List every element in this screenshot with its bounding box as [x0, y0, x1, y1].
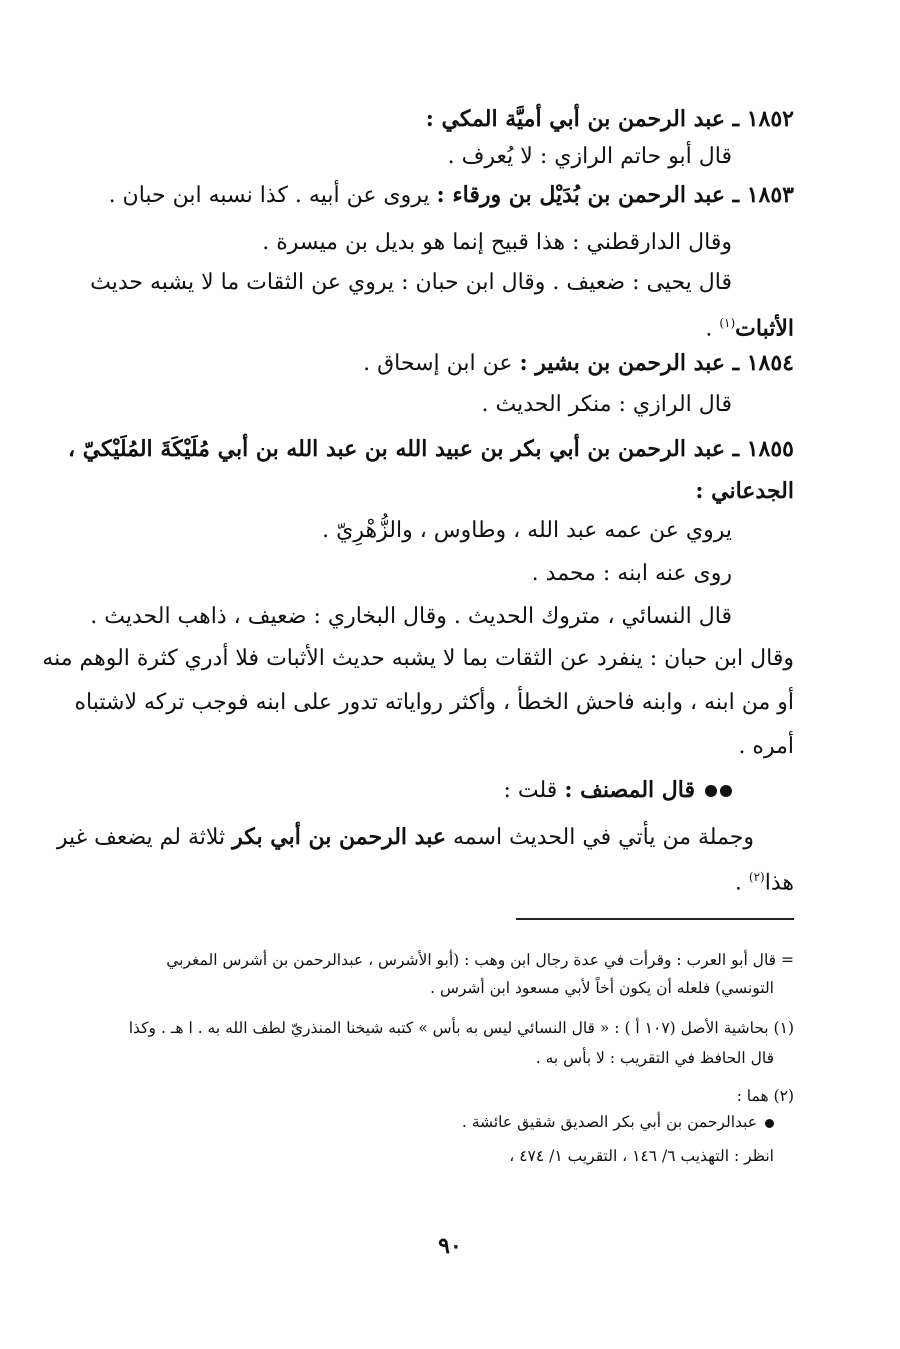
page-number: ٩٠ — [438, 1233, 462, 1259]
entry-1854-heading: ١٨٥٤ ـ عبد الرحمن بن بشير : عن ابن إسحاق . — [363, 350, 794, 376]
footnote-continuation: = قال أبو العرب : وقرأت في عدة رجال ابن وهب : (أبو الأشرس ، عبدالرحمن بن أشرس المغربي — [166, 951, 794, 969]
entry-name: عبد الرحمن بن أبي بكر بن عبيد الله بن عبد الله بن أبي مُلَيْكَةَ المُلَيْكيّ ، — [67, 436, 725, 462]
author-note-line: هذا$^{(٢)}$ . — [734, 870, 794, 896]
footnote-separator — [516, 918, 794, 920]
entry-name: عبد الرحمن بن بشير : — [519, 350, 725, 376]
bullet-icon — [720, 785, 732, 797]
bullet-icon — [765, 1119, 774, 1128]
entry-name: عبد الرحمن بن بُدَيْل بن ورقاء : — [436, 182, 725, 208]
footnote-continuation: التونسي) فلعله أن يكون أخاً لأبي مسعود ابن أشرس . — [430, 979, 774, 997]
entry-1855-line: وقال ابن حبان : ينفرد عن الثقات بما لا يشبه حديث الأثبات فلا أدري كثرة الوهم منه — [42, 646, 794, 671]
footnote-2: انظر : التهذيب ٦/ ١٤٦ ، التقريب ١/ ٤٧٤ ، — [509, 1147, 774, 1165]
entry-text: يروى عن أبيه . كذا نسبه ابن حبان . — [108, 183, 430, 208]
entry-1853-line: وقال الدارقطني : هذا قبيح إنما هو بديل بن ميسرة . — [262, 230, 732, 255]
entry-text: عن ابن إسحاق . — [363, 351, 513, 376]
entry-1855-heading: ١٨٥٥ ـ عبد الرحمن بن أبي بكر بن عبيد الله بن عبد الله بن أبي مُلَيْكَةَ المُلَيْكيّ ، — [67, 436, 794, 462]
entry-name: عبد الرحمن بن أبي أميَّة المكي : — [425, 106, 725, 132]
entry-1853-heading: ١٨٥٣ ـ عبد الرحمن بن بُدَيْل بن ورقاء : يروى عن أبيه . كذا نسبه ابن حبان . — [108, 182, 794, 208]
entry-1853-line: قال يحيى : ضعيف . وقال ابن حبان : يروي عن الثقات ما لا يشبه حديث — [90, 270, 732, 295]
footnote-2: عبدالرحمن بن أبي بكر الصديق شقيق عائشة . — [462, 1110, 774, 1134]
entry-1855-heading-cont: الجدعاني : — [695, 478, 794, 504]
entry-number: ١٨٥٥ — [746, 436, 794, 462]
author-note-label: قال المصنف : — [564, 777, 695, 803]
entry-number: ١٨٥٤ — [746, 350, 794, 376]
footnote-1: قال الحافظ في التقريب : لا بأس به . — [535, 1049, 774, 1067]
author-note-line: وجملة من يأتي في الحديث اسمه عبد الرحمن بن أبي بكر ثلاثة لم يضعف غير — [56, 824, 754, 850]
bullet-icon — [705, 785, 717, 797]
footnote-2: (٢) هما : — [736, 1087, 794, 1105]
entry-1855-line: أو من ابنه ، وابنه فاحش الخطأ ، وأكثر رواياته تدور على ابنه فوجب تركه لاشتباه — [74, 690, 794, 715]
footnote-ref: (٢) — [748, 870, 765, 884]
entry-number: ١٨٥٢ — [746, 106, 794, 132]
footnote-ref: (١) — [719, 316, 736, 330]
entry-1853-line: الأثبات$^{(١)}$ . — [705, 315, 794, 342]
entry-number: ١٨٥٣ — [746, 182, 794, 208]
entry-1854-line: قال الرازي : منكر الحديث . — [481, 392, 732, 417]
footnote-1: (١) بحاشية الأصل (١٠٧ أ ) : « قال النسائي ليس به بأس » كتبه شيخنا المنذريّ لطف الله به . ا هـ . وكذا — [128, 1019, 794, 1037]
entry-1855-line: أمره . — [738, 734, 794, 759]
entry-1855-line: يروي عن عمه عبد الله ، وطاوس ، والزُّهْرِيّ . — [322, 518, 732, 543]
entry-1852-line: قال أبو حاتم الرازي : لا يُعرف . — [447, 144, 732, 169]
entry-1855-line: قال النسائي ، متروك الحديث . وقال البخاري : ضعيف ، ذاهب الحديث . — [90, 604, 732, 629]
author-note-heading: قال المصنف : قلت : — [504, 775, 732, 806]
entry-1852-heading: ١٨٥٢ ـ عبد الرحمن بن أبي أميَّة المكي : — [425, 106, 794, 132]
entry-1855-line: روى عنه ابنه : محمد . — [531, 561, 732, 586]
